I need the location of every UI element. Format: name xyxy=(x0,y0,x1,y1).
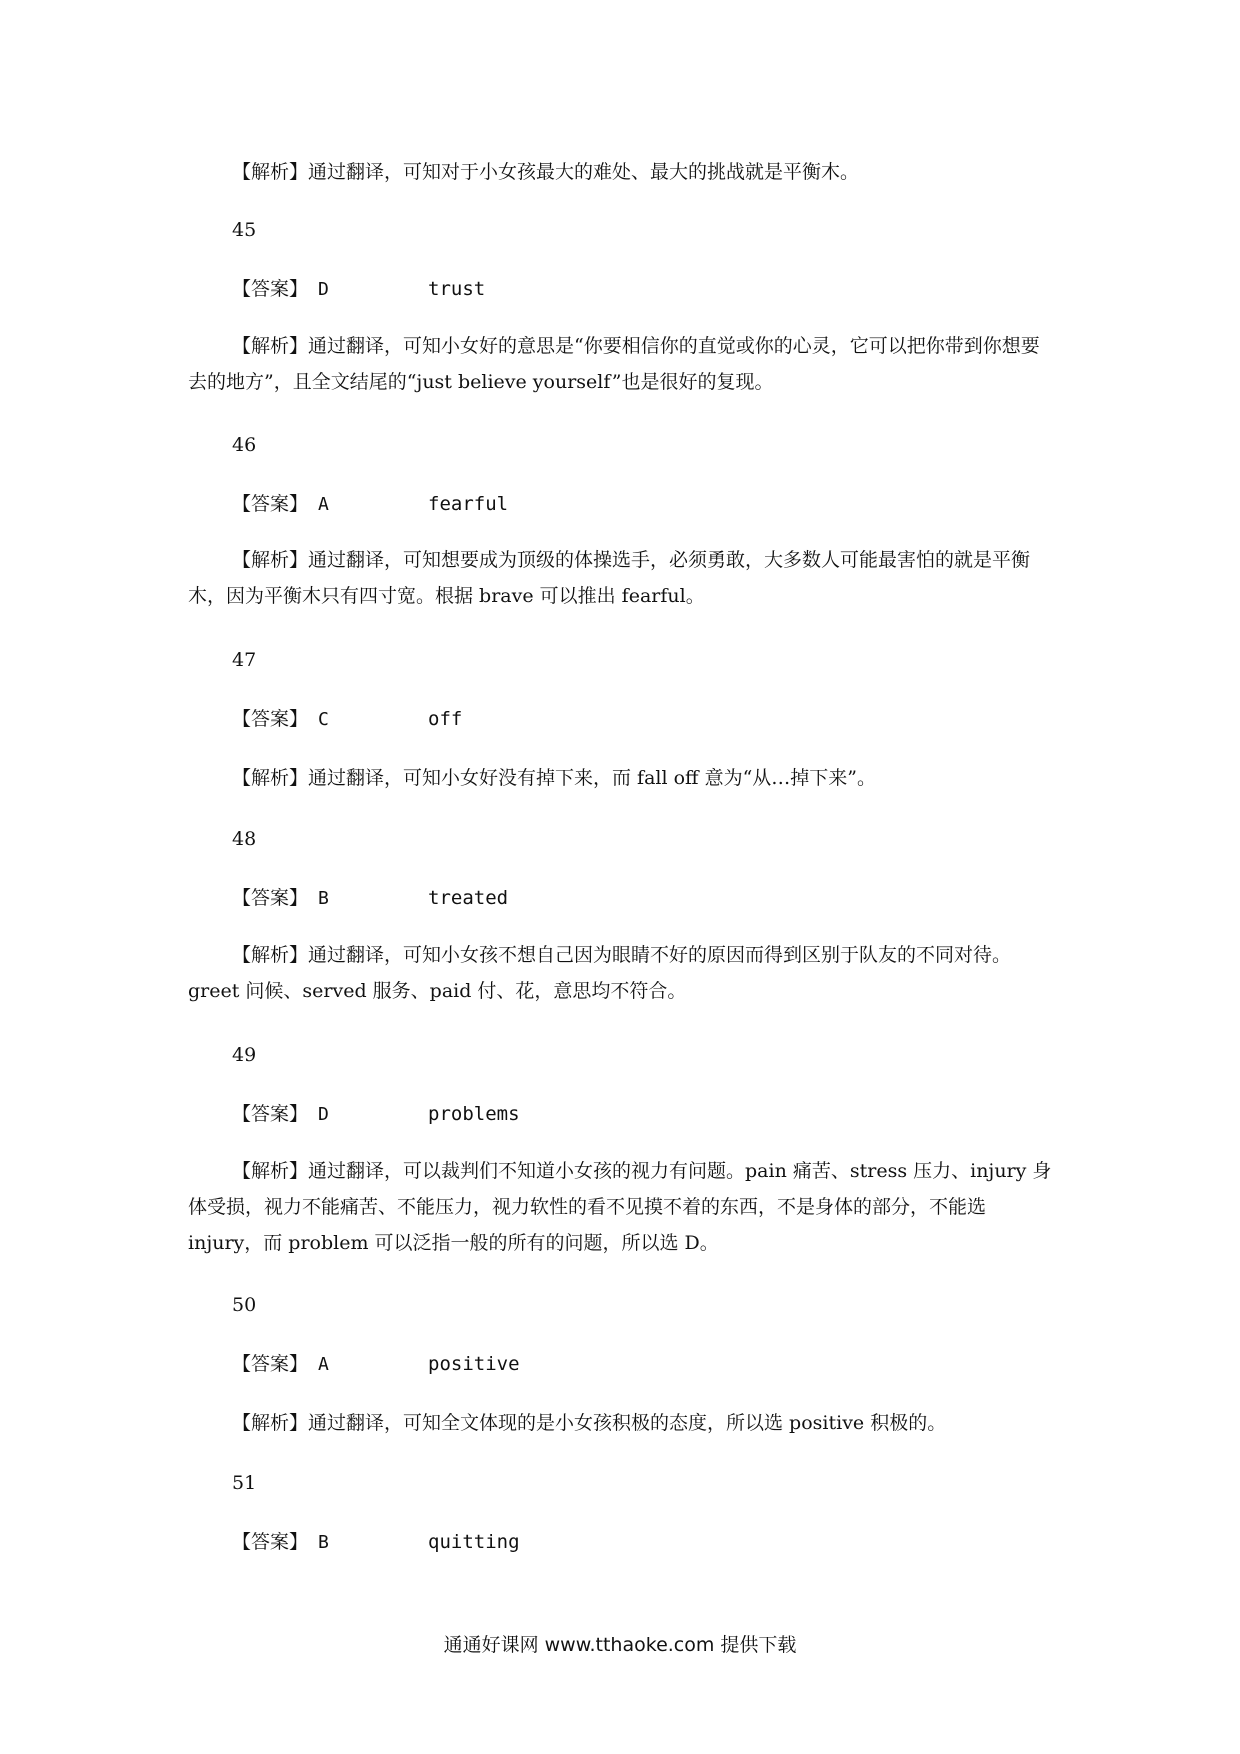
answer-49: 【答案】 D problems xyxy=(232,1103,520,1125)
page-footer: 通通好课网 www.tthaoke.com 提供下载 xyxy=(443,1634,797,1656)
question-number-48: 48 xyxy=(232,828,257,850)
question-number-50: 50 xyxy=(232,1294,257,1316)
analysis-50: 【解析】通过翻译，可知全文体现的是小女孩积极的态度，所以选 positive 积极的。 xyxy=(232,1412,947,1434)
analysis-46: 【解析】通过翻译，可知想要成为顶级的体操选手，必须勇敢，大多数人可能最害怕的就是平衡木，因为平衡木只有四寸宽。根据 brave 可以推出 fearful。 xyxy=(188,549,1031,607)
analysis-49: 【解析】通过翻译，可以裁判们不知道小女孩的视力有问题。pain 痛苦、stress 压力、injury 身体受损，视力不能痛苦、不能压力，视力软性的看不见摸不着的东西，不是身体的部分，不能选 injury，而 problem 可以泛指一般的所有的问题，所以选 D。 xyxy=(188,1160,1052,1254)
answer-50: 【答案】 A positive xyxy=(232,1353,520,1375)
analysis-44: 【解析】通过翻译，可知对于小女孩最大的难处、最大的挑战就是平衡木。 xyxy=(232,161,860,183)
answer-45: 【答案】 D trust xyxy=(232,278,486,300)
analysis-47: 【解析】通过翻译，可知小女好没有掉下来，而 fall off 意为“从…掉下来”。 xyxy=(232,767,877,789)
answer-48: 【答案】 B treated xyxy=(232,887,509,909)
question-number-51: 51 xyxy=(232,1472,257,1494)
question-number-46: 46 xyxy=(232,434,257,456)
analysis-45: 【解析】通过翻译，可知小女好的意思是“你要相信你的直觉或你的心灵，它可以把你带到你想要去的地方”，且全文结尾的“just believe yourself”也是很好的复现。 xyxy=(188,335,1040,393)
answer-47: 【答案】 C off xyxy=(232,708,463,730)
question-number-49: 49 xyxy=(232,1044,257,1066)
question-number-47: 47 xyxy=(232,649,257,671)
analysis-48: 【解析】通过翻译，可知小女孩不想自己因为眼睛不好的原因而得到区别于队友的不同对待。greet 问候、served 服务、paid 付、花，意思均不符合。 xyxy=(188,944,1012,1002)
answer-46: 【答案】 A fearful xyxy=(232,493,509,515)
answer-51: 【答案】 B quitting xyxy=(232,1531,520,1553)
question-number-45: 45 xyxy=(232,219,257,241)
